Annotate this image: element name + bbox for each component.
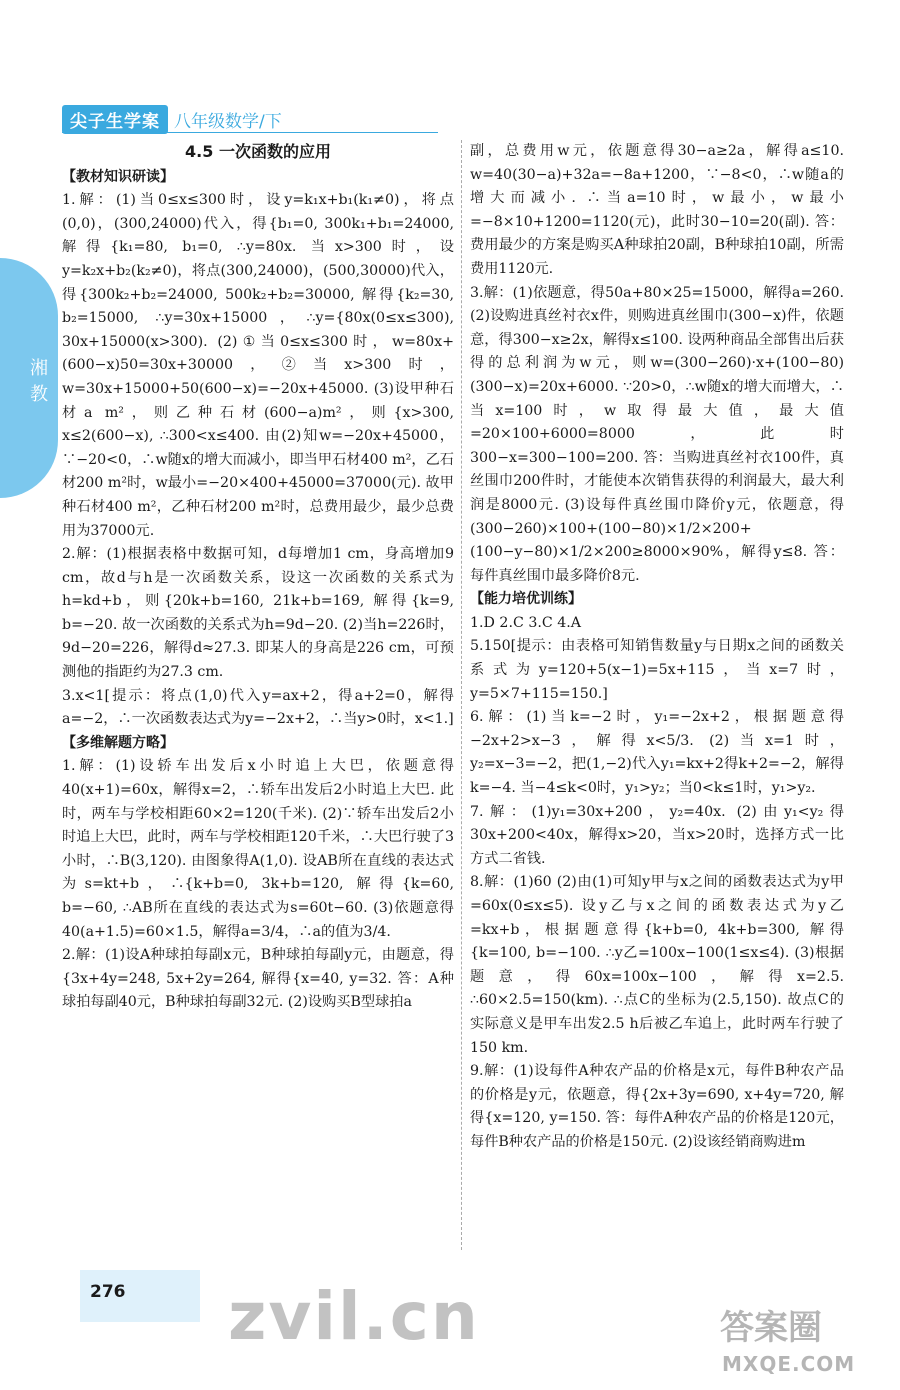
answer-paragraph: 3.x<1[提示：将点(1,0)代入y=ax+2，得a+2=0，解得a=−2，∴一次函数表达式为y=−2x+2，∴当y>0时，x<1.] [62,687,454,728]
answer-paragraph: 7.解：(1)y₁=30x+200，y₂=40x. (2)由y₁<y₂得30x+200<40x，解得x>20，当x>20时，选择方式一比方式二省钱. [470,803,844,867]
answer-paragraph: 9.解：(1)设每件A种农产品的价格是x元，每件B种农产品的价格是y元，依题意，得{2x+3y=690, x+4y=720, 解得{x=120, y=150. 答：每件A种农产品的价格是120元，每件B种农产品的价格是150元. (2)设该经销商购进m [470,1063,844,1150]
watermark-text: zvil.cn [228,1278,480,1355]
answer-paragraph: 8.解：(1)60 (2)由(1)可知y甲与x之间的函数表达式为y甲=60x(0≤x≤5). 设y乙与x之间的函数表达式为y乙=kx+b，根据题意得{k+b=0, 4k+b=300, 解得{k=100, b=−100. ∴y乙=100x−100(1≤x≤4). (3)根据题意，得60x=100x−100，解得x=2.5. ∴60×2.5=150(km). ∴点C的坐标为(2.5,150). 故点C的实际意义是甲车出发2.5 h后被乙车追上，此时两车行驶了150 km. [470,874,844,1056]
answer-paragraph: 6.解：(1)当k=−2时，y₁=−2x+2，根据题意得−2x+2>x−3，解得x<5/3. (2)当x=1时，y₂=x−3=−2，把(1,−2)代入y₁=kx+2得k+2=−2，解得k=−4. 当−4≤k<0时，y₁>y₂；当0<k≤1时，y₁>y₂. [470,709,844,797]
section-title: 4.5 一次函数的应用 [185,142,331,161]
watermark-url: MXQE.COM [722,1352,856,1376]
header [62,106,282,132]
section-heading: 【多维解题方略】 [62,734,174,751]
right-column [470,140,844,1155]
section-heading: 【能力培优训练】 [470,591,582,608]
answer-paragraph: 1.解：(1)设轿车出发后x小时追上大巴，依题意得40(x+1)=60x，解得x=2，∴轿车出发后2小时追上大巴. 此时，两车与学校相距60×2=120(千米). (2)∵轿车出发后2小时追上大巴，此时，两车与学校相距120千米，∴大巴行驶了3小时，∴B(3,120). 由图象得A(1,0). 设AB所在直线的表达式为s=kt+b，∴{k+b=0, 3k+b=120, 解得{k=60, b=−60, ∴AB所在直线的表达式为s=60t−60. (3)依题意得40(a+1.5)=60×1.5，解得a=3/4，∴a的值为3/4. [62,758,454,940]
subject-label: 八年级数学/下 [174,111,282,132]
brand-logo: 尖子生学案 [62,105,168,134]
section-heading: 【教材知识研读】 [62,168,174,185]
side-tab [0,258,58,498]
answer-paragraph: 5.150[提示：由表格可知销售数量y与日期x之间的函数关系式为y=120+5(x−1)=5x+115，当x=7时，y=5×7+115=150.] [470,638,844,702]
answer-paragraph: 1.解：(1)当0≤x≤300时，设y=k₁x+b₁(k₁≠0)，将点(0,0)，(300,24000)代入，得{b₁=0, 300k₁+b₁=24000, 解得{k₁=80, b₁=0, ∴y=80x. 当x>300时，设y=k₂x+b₂(k₂≠0)，将点(300,24000)，(500,30000)代入，得{300k₂+b₂=24000, 500k₂+b₂=30000, 解得{k₂=30, b₂=15000, ∴y=30x+15000，∴y={80x(0≤x≤300), 30x+15000(x>300). (2)①当0≤x≤300时，w=80x+(600−x)50=30x+30000，②当x>300时，w=30x+15000+50(600−x)=−20x+45000. (3)设甲种石材a m²，则乙种石材(600−a)m²，则{x>300, x≤2(600−x), ∴300<x≤400. 由(2)知w=−20x+45000，∵−20<0，∴w随x的增大而减小，即当甲石材400 m²，乙石材200 m²时，w最小=−20×400+45000=37000(元). 故甲种石材400 m²，乙种石材200 m²时，总费用最少，最少总费用为37000元. [62,192,454,539]
header-rule [62,132,438,133]
answer-paragraph: 3.解：(1)依题意，得50a+80×25=15000，解得a=260. (2)设购进真丝衬衣x件，则购进真丝围巾(300−x)件，依题意，得300−x≥2x，解得x≤100. 设两种商品全部售出后获得的总利润为w元，则w=(300−260)·x+(100−80)(300−x)=20x+6000. ∵20>0，∴w随x的增大而增大，∴当x=100时，w取得最大值，最大值=20×100+6000=8000，此时300−x=300−100=200. 答：当购进真丝衬衣100件，真丝围巾200件时，才能使本次销售获得的利润最大，最大利润是8000元. (3)设每件真丝围巾降价y元，依题意，得(300−260)×100+(100−80)×1/2×200+(100−y−80)×1/2×200≥8000×90%，解得y≤8. 答：每件真丝围巾最多降价8元. [470,284,844,584]
column-divider [461,140,462,1250]
side-tab-label: 湘教 [30,358,48,405]
answer-paragraph: 1.D 2.C 3.C 4.A [470,614,582,631]
answer-paragraph: 2.解：(1)根据表格中数据可知，d每增加1 cm，身高增加9 cm，故d与h是一次函数关系，设这一次函数的关系式为h=kd+b，则{20k+b=160, 21k+b=169, 解得{k=9, b=−20. 故一次函数的关系式为h=9d−20. (2)当h=226时，9d−20=226，解得d≈27.3. 即某人的身高是226 cm，可预测他的指距约为27.3 cm. [62,546,454,681]
page-number: 276 [90,1282,126,1302]
answer-paragraph: 副，总费用w元，依题意得30−a≥2a，解得a≤10. w=40(30−a)+32a=−8a+1200，∵−8<0，∴w随a的增大而减小. ∴当a=10时，w最小，w最小=−8×10+1200=1120(元)，此时30−10=20(副). 答：费用最少的方案是购买A种球拍20副，B种球拍10副，所需费用1120元. [470,143,844,277]
answer-paragraph: 2.解：(1)设A种球拍每副x元，B种球拍每副y元，由题意，得{3x+4y=248, 5x+2y=264, 解得{x=40, y=32. 答：A种球拍每副40元，B种球拍每副32元. (2)设购买B型球拍a [62,947,454,1011]
watermark-logo: 答案圈 [720,1308,822,1348]
left-column [62,140,454,1015]
